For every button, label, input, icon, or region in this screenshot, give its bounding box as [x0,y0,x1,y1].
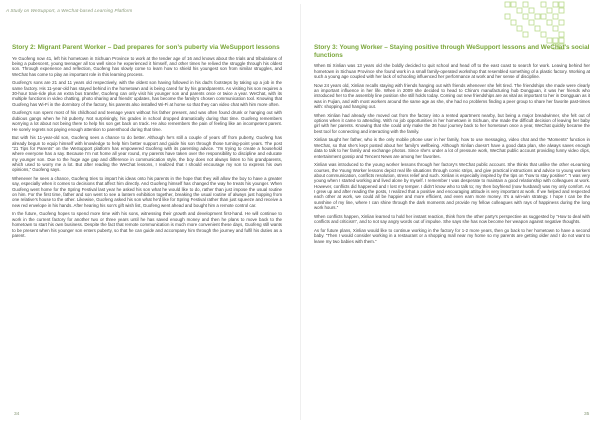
story-2-title: Story 2: Migrant Parent Worker – Dad prepares for son’s puberty via WeSupport lessons [12,44,280,51]
body-paragraph: As for future plans, Xinlian would like to continue working in the factory for 1-2 more years, then go back to her hometown to have a second baby. “Then I would consider working in a restaurant or a shopping mall near my home so my parents are getting older and I do not want to leave my two babies with them.” [314,227,590,244]
body-paragraph: In the future, Guofeng hopes to spend more time with his sons, witnessing their growth and development first-hand. He will continue to work in the current factory for another two or three years until he has saved enough money and then he plans to move back to the hometown to start his own business. Despite the fact that remote communication is much more convenient these days, Guofeng still wants to be present when his younger son enters puberty, so that he can guide and accompany him through the journey and fulfil his duties as a parent. [12,211,282,238]
body-paragraph: Now 24 years old, Xinlian recalls staying with friends hanging out with friends whenever she felt tired. The friendships she made were clearly an important influence in her life. When in 2009 she decided to head to China's manufacturing hub Dongguan, it was her friends who introduced her to the assembly line position she still holds today. Coming out new friendships are as vital as important to her in Dongguan as it was in Fujian, and with most workers around the same age as she, she had no problems finding a peer group to share her favorite past-times with: shopping and hanging out. [314,82,590,109]
body-paragraph: Guofeng's son spent most of his childhood and teenage years without his father present, and was often found drunk or hanging out with dubious gangs when he hit puberty. Not surprisingly, his grades in school dropped dramatically during that time. Guofeng remembers worrying a lot about not being there to help his son get back on track. He also remembers the pain of feeling like an incompetent parent. He sorely regrets not paying enough attention to parenthood during that time. [12,110,282,132]
body-paragraph: When Bi Xinlian was 13 years old she boldly decided to quit school and head off to the east coast to search for work. Leaving behind her hometown in Sichuan Province she found work in a small family-operated workshop that resembled something of a plastic factory. Working at such a young age coupled with her lack of schooling influenced her performance at work and her sense of discipline. [314,63,590,79]
right-page-body [314,63,590,244]
body-paragraph: Xinlian was introduced to the young worker lessons through her factory's WeChat public account. She thinks that unlike the other eLearning courses, the Young Worker lessons depict real life situations through comic strips, and give practical instructions and advice to young workers about communication, conflicts resolution, stress relief and such. Xinlian is especially inspired by the tips on “how to stay positive”: “I was very young when I started working and lived alone by myself. I remember I was desperate to maintain a good relationship with colleagues at work. However, conflicts did happened and I lost my temper. I didn't know who to talk to; my then boyfriend (now husband) was my only comfort. As I grew up and after reading the posts, I realized that a positive and encouraging attitude is very important at work. If we helped and respected each other at work, we could all be happier and more efficient, and even earn more money. It's a win-win strategy. I hope I can be the sunshine of my line, where I can shine through the dark moments and provide my fellow colleagues with rays of happiness during the long work hours.” [314,162,590,210]
body-paragraph: Guofeng's sons are 21 and 11 years old respectively, with the oldest son having followed in his dad's footsteps by taking up a job in the same factory. His 11-year-old has stayed behind in the hometown and is being cared for by his grandparents. As visiting his son requires a 30-hour train-ride plus an extra bus transfer, Guofeng can only visit his younger son and parents once or twice a year. WeChat, with its multiple functions in video chatting, photo sharing and friends' updates, has become the family's chosen communication tool. Knowing that Guofeng has Wi-Fi in the dormitory of the factory, his parents also installed Wi-Fi at home so that they can video chat with him more often. [12,80,282,107]
body-paragraph: When Xinlian had already she moved out from the factory into a rented apartment nearby, but being a major breadwinner, she felt out of options when it came to attending. With no job opportunities in her hometown in Sichuan, she made the difficult decision of leaving her baby girl with her parents. Knowing that she could only make the 36 hour journey back to her hometown once a year, WeChat quickly became the best tool for connecting and interacting with the family. [314,112,590,134]
story-3-title: Story 3: Young Worker – Staying positive through WeSupport lessons and WeChat's social functions [314,44,590,59]
body-paragraph: But with his 11-year-old son, Guofeng sees a chance to do better. Although he's still a couple of years off from puberty, Guofeng has already begun to equip himself with knowledge to help him better support and guide his son through those turning-point years. The post “21 Tips for Parents” on the WeSupport platform has empowered Guofeng with its parenting advice. “I'm trying to create a household where everyone has a say. Because I'm not home all year round, my parents have taken over the responsibility to discipline and educate my younger son. Due to the huge age gap and difference in communication style, the boy does not always listen to his grandparents, which used to worry me a lot. But after reading the WeChat lessons, I realized that I should encourage my son to express his own opinions,” Guofeng says. [12,135,282,173]
body-paragraph: Whenever he sees a chance, Guofeng tries to impart his ideas onto his parents in the hope that they will allow the boy to have a greater say, especially when it comes to decisions that affect him directly. And Guofeng himself has changed the way he treats his younger. When Guofeng went home for the Spring Festival last year he asked his son what he would like to do, rather than just impose the usual routine on him. For the first time, father and son went to see a lantern exhibition together, breaking the usual routine of always just hopping from one relative's house to the other. Likewise, Guofeng asked his son what he'd like for Spring Festival rather than just squeeze and receive a new red envelope in his hands. After hearing his son's gift wish list, Guofeng went ahead and bought him a remote control car. [12,176,282,208]
left-page [12,44,282,242]
right-page [314,44,590,247]
left-page-body [12,56,282,239]
running-header: A Study on WeSupport, a WeChat-based Learning Platform [6,8,133,13]
body-paragraph: When conflicts happen, Xinlian learned to hold her instant reaction, think from the other party's perspective as suggested by “How to deal with conflicts and criticism”, and to not say angry words out of impulse. She says she has now become her weapon against negative thoughts. [314,213,590,225]
body-paragraph: Ye Guofeng now 41, left his hometown in Sichuan Province to work at the tender age of 16 and knows about the trials and tribulations of being a pubescent, young teenager all too well since he experienced it himself, and other times he relived the struggle through his oldest son. Through experience and reflection, Guofeng has slowly come to learn how to shield his youngest son from similar struggles, and WeChat has come to play an important role in this learning process. [12,55,282,77]
page-number-right: 35 [584,412,590,417]
body-paragraph: Xinlian taught her father, who is the only mobile phone user in her family, how to use messaging, video chat and the “Moments” function in WeChat, so that she's kept posted about her family's wellbeing. Although Xinlian doesn't have a good data plan, she always saves enough data to talk to her family and exchange photos. Since she's under a lot of pressure work, WeChat public account providing funny video clips, entertainment gossip and Tencent News are among her favorites. [314,137,590,159]
page-number-left: 34 [14,412,20,417]
page-gutter [300,4,301,420]
